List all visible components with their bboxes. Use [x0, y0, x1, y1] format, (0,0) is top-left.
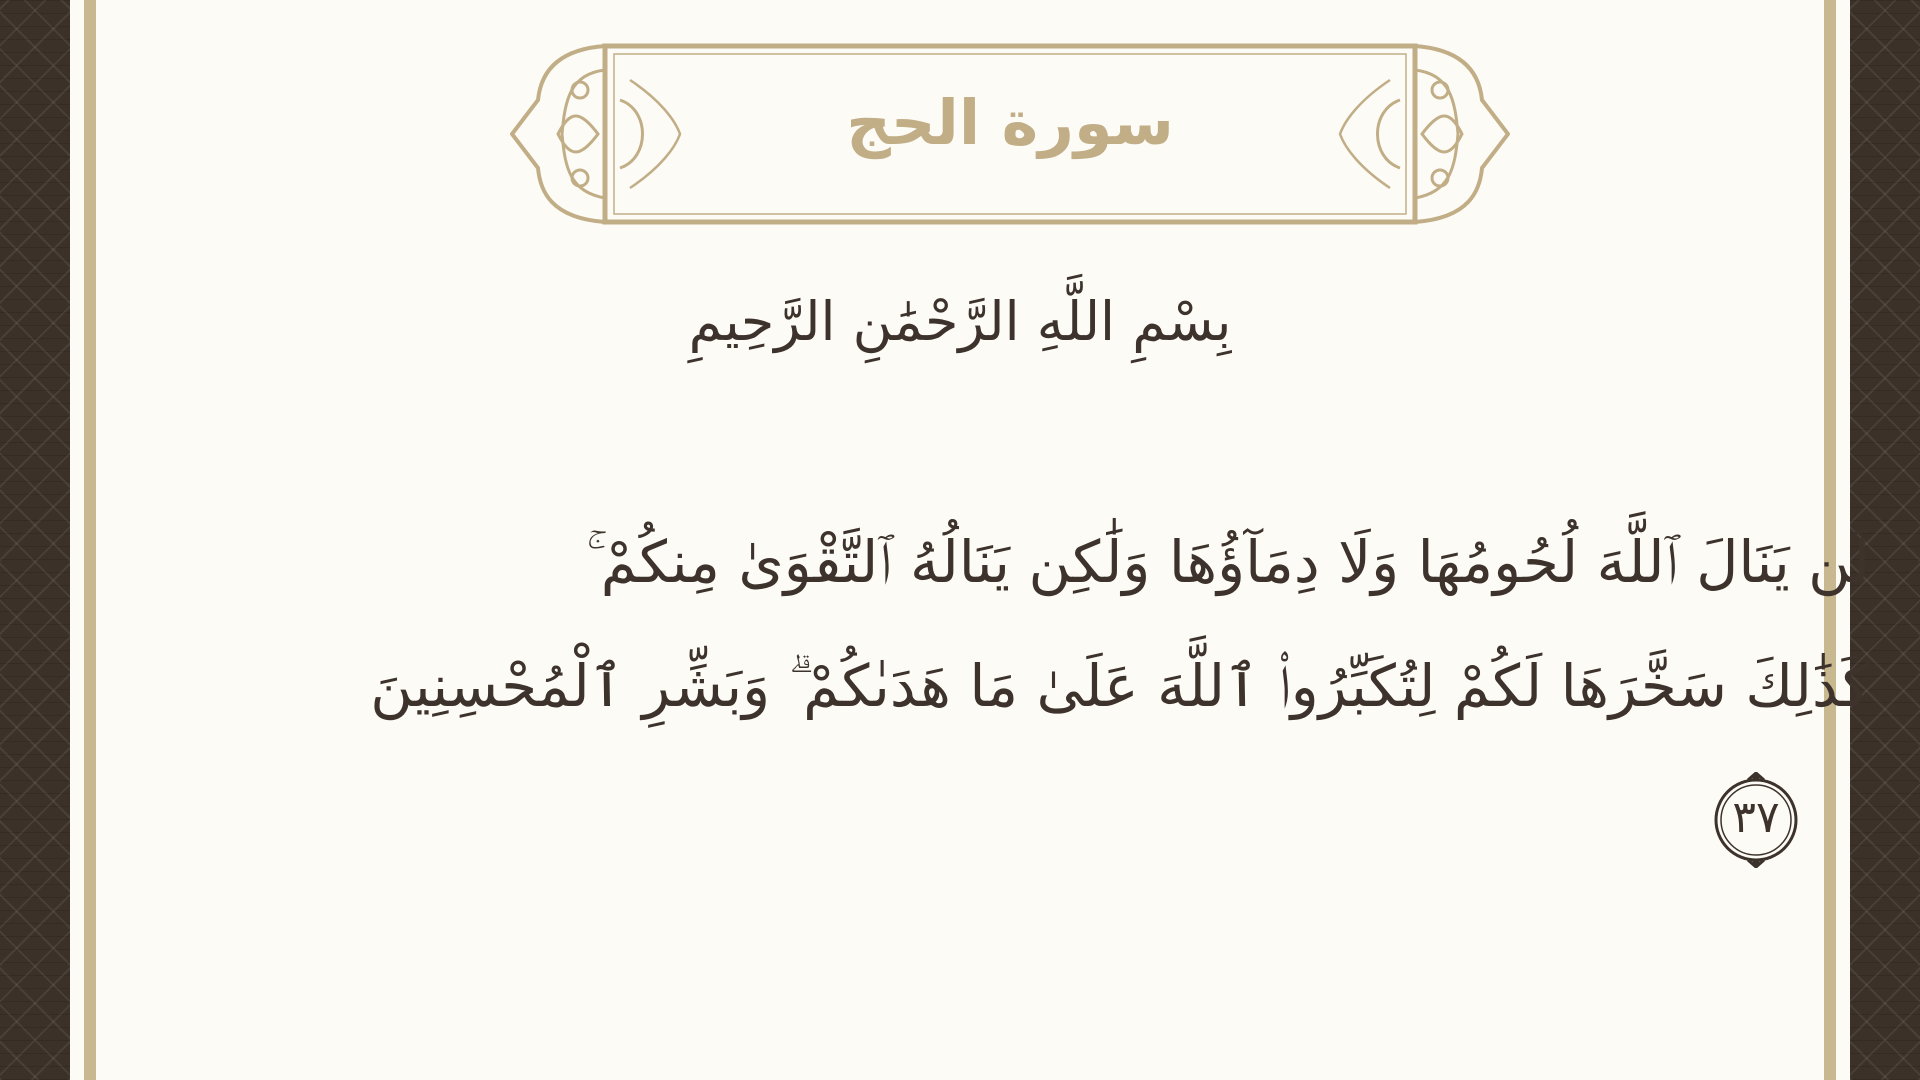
- verse-line-1: لَن يَنَالَ ٱللَّهَ لُحُومُهَا وَلَا دِمَآؤُهَا وَلَٰكِن يَنَالُهُ ٱلتَّقْوَىٰ مِنكُمْ ۚ: [586, 528, 1870, 596]
- basmala: بِسْمِ اللَّهِ الرَّحْمَٰنِ الرَّحِيمِ: [688, 290, 1232, 353]
- ayah-number-marker: [1708, 772, 1804, 868]
- left-ornamental-border: [0, 0, 70, 1080]
- page: [70, 0, 1870, 1080]
- ayah-number: ٣٧: [1732, 792, 1780, 843]
- left-gold-rule: [84, 0, 96, 1080]
- surah-title: سورة الحج: [846, 86, 1174, 159]
- verse-line-2: كَذَٰلِكَ سَخَّرَهَا لَكُمْ لِتُكَبِّرُوا۟ ٱللَّهَ عَلَىٰ مَا هَدَىٰكُمْ ۗ وَبَشِّرِ ٱلْمُحْسِنِينَ: [370, 652, 1870, 720]
- surah-title-frame: [510, 40, 1510, 230]
- verse-text: [250, 500, 1870, 748]
